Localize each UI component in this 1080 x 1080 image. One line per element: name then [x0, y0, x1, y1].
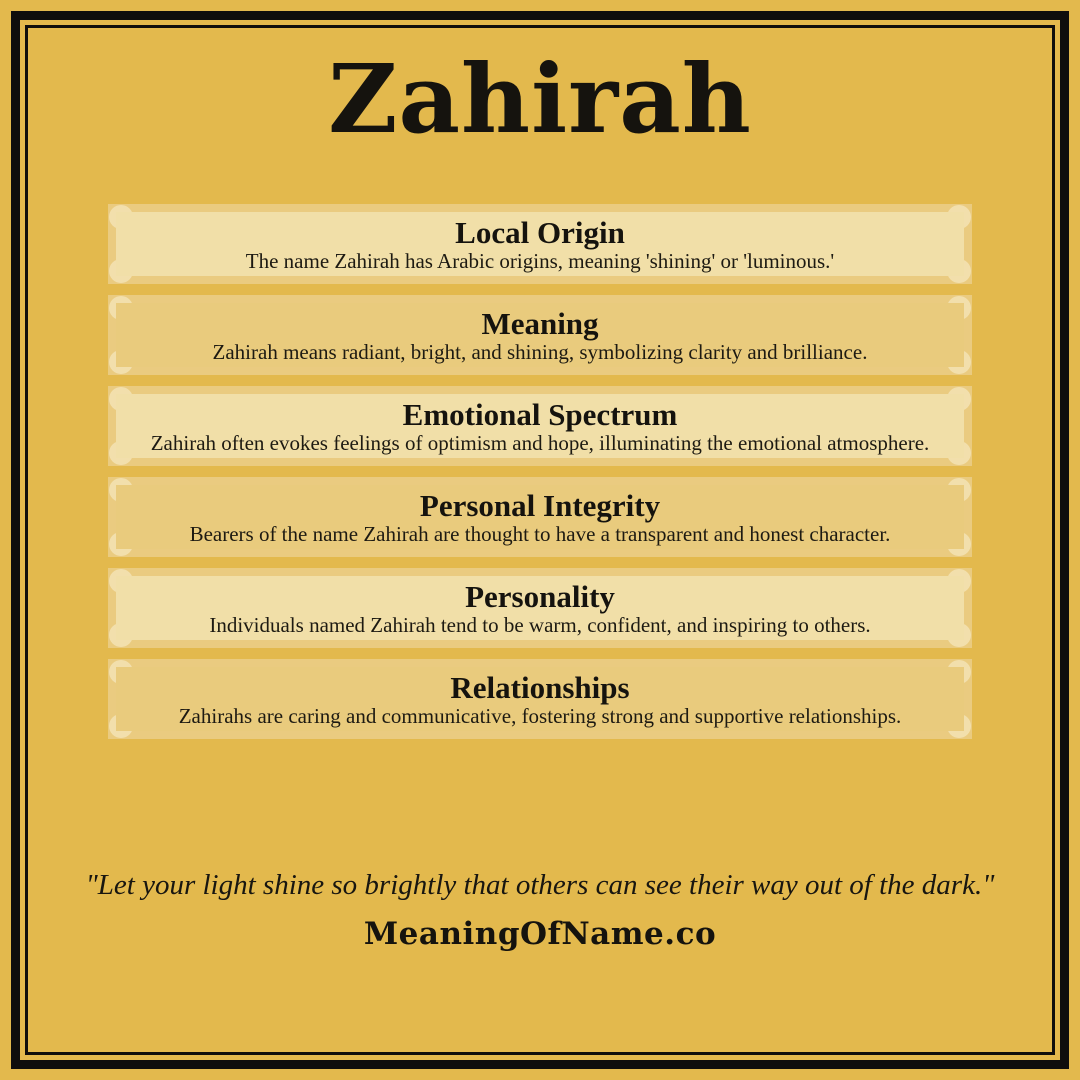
section-heading: Relationships: [450, 669, 630, 705]
section-heading: Local Origin: [455, 214, 625, 250]
panel-inner: [116, 576, 964, 640]
section-body: The name Zahirah has Arabic origins, meaning 'shining' or 'luminous.': [245, 249, 835, 274]
panel-inner: [116, 485, 964, 549]
panel-inner: [116, 303, 964, 367]
quote-text: "Let your light shine so brightly that others can see their way out of the dark.": [85, 868, 995, 901]
section-body: Zahirah means radiant, bright, and shining, symbolizing clarity and brilliance.: [212, 340, 868, 365]
section-heading: Emotional Spectrum: [402, 396, 678, 432]
section-body: Individuals named Zahirah tend to be warm, confident, and inspiring to others.: [209, 613, 871, 638]
card-content: [28, 28, 1052, 1052]
section-panel-meaning: [108, 295, 972, 375]
section-body: Bearers of the name Zahirah are thought to have a transparent and honest character.: [189, 522, 891, 547]
section-body: Zahirahs are caring and communicative, fostering strong and supportive relationships.: [178, 704, 902, 729]
section-panel-personality: [108, 568, 972, 648]
panel-inner: [116, 212, 964, 276]
section-heading: Personal Integrity: [419, 487, 661, 523]
section-panel-emotional-spectrum: [108, 386, 972, 466]
section-body: Zahirah often evokes feelings of optimism and hope, illuminating the emotional atmosphere.: [150, 431, 930, 456]
section-panel-relationships: [108, 659, 972, 739]
section-heading: Meaning: [481, 305, 599, 341]
panel-inner: [116, 394, 964, 458]
brand-name: MeaningOfName.co: [363, 915, 717, 952]
section-panel-personal-integrity: [108, 477, 972, 557]
section-panel-local-origin: [108, 204, 972, 284]
section-heading: Personality: [465, 578, 615, 614]
sections-list: [108, 204, 972, 750]
panel-inner: [116, 667, 964, 731]
page-title: Zahirah: [328, 44, 752, 155]
